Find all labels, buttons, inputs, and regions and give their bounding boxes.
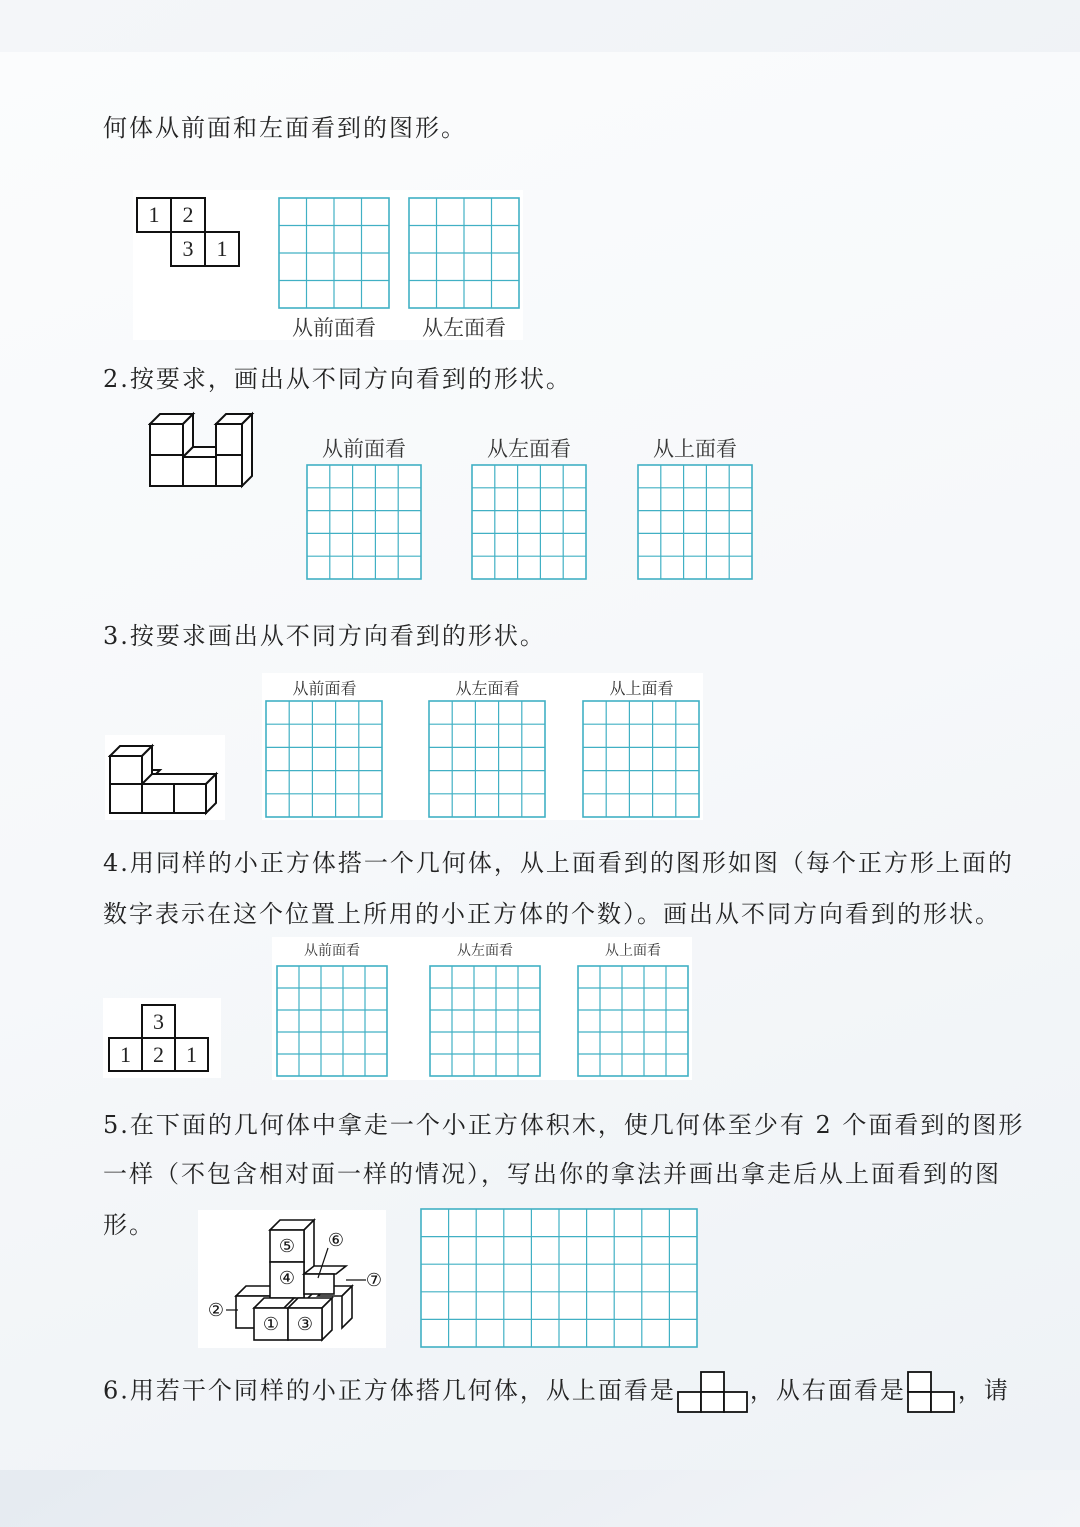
q5-text-line1: 5.在下面的几何体中拿走一个小正方体积木，使几何体至少有 2 个面看到的图形 bbox=[103, 1111, 1025, 1139]
q1-caption-left: 从左面看 bbox=[422, 316, 506, 340]
q4-cell: 3 bbox=[141, 1004, 176, 1039]
q6-text-c: ，请 bbox=[957, 1376, 1010, 1405]
q6-top-view-shape bbox=[676, 1370, 750, 1414]
q6-text-a: 6.用若干个同样的小正方体搭几何体，从上面看是 bbox=[103, 1376, 676, 1405]
q5-label-6: ⑥ bbox=[327, 1230, 345, 1251]
q4-top-grid[interactable] bbox=[577, 965, 689, 1077]
q1-cell: 3 bbox=[170, 231, 206, 267]
q2-caption-top: 从上面看 bbox=[653, 437, 737, 461]
q5-answer-grid[interactable] bbox=[420, 1208, 698, 1348]
q6-text bbox=[103, 1370, 1010, 1414]
q4-text-line2: 数字表示在这个位置上所用的小正方体的个数）。画出从不同方向看到的形状。 bbox=[103, 900, 1001, 928]
q4-caption-left: 从左面看 bbox=[457, 943, 513, 959]
q2-caption-front: 从前面看 bbox=[322, 437, 406, 461]
q2-top-grid[interactable] bbox=[637, 464, 753, 580]
q5-label-2: ② bbox=[207, 1300, 225, 1321]
q3-caption-top: 从上面看 bbox=[609, 679, 674, 698]
q2-caption-left: 从左面看 bbox=[487, 437, 571, 461]
q4-left-grid[interactable] bbox=[429, 965, 541, 1077]
q5-label-4: ④ bbox=[278, 1268, 296, 1289]
q3-front-grid[interactable] bbox=[265, 700, 383, 818]
q3-text: 3.按要求画出从不同方向看到的形状。 bbox=[103, 622, 546, 650]
q2-left-grid[interactable] bbox=[471, 464, 587, 580]
q1-cell: 1 bbox=[136, 197, 172, 233]
q1-caption-front: 从前面看 bbox=[292, 316, 376, 340]
q3-top-grid[interactable] bbox=[582, 700, 700, 818]
q2-front-grid[interactable] bbox=[306, 464, 422, 580]
q3-solid-figure bbox=[108, 742, 222, 816]
q3-caption-front: 从前面看 bbox=[292, 679, 357, 698]
q5-text-line3: 形。 bbox=[103, 1211, 155, 1239]
q4-cell: 1 bbox=[174, 1037, 209, 1072]
q4-text-line1: 4.用同样的小正方体搭一个几何体，从上面看到的图形如图（每个正方形上面的 bbox=[103, 849, 1014, 877]
q3-caption-left: 从左面看 bbox=[455, 679, 520, 698]
q2-solid-figure bbox=[148, 410, 258, 490]
q2-text: 2.按要求，画出从不同方向看到的形状。 bbox=[103, 365, 572, 393]
q4-caption-top: 从上面看 bbox=[605, 943, 661, 959]
q4-caption-front: 从前面看 bbox=[304, 943, 360, 959]
q6-right-view-shape bbox=[906, 1370, 958, 1414]
q5-label-5: ⑤ bbox=[278, 1236, 296, 1257]
q5-text-line2: 一样（不包含相对面一样的情况），写出你的拿法并画出拿走后从上面看到的图 bbox=[103, 1160, 1001, 1188]
q4-front-grid[interactable] bbox=[276, 965, 388, 1077]
q5-label-1: ① bbox=[262, 1314, 280, 1335]
q1-cell: 2 bbox=[170, 197, 206, 233]
intro-text: 何体从前面和左面看到的图形。 bbox=[103, 114, 467, 142]
q3-left-grid[interactable] bbox=[428, 700, 546, 818]
q1-front-grid[interactable] bbox=[278, 197, 390, 309]
q4-cell: 2 bbox=[141, 1037, 176, 1072]
q5-label-3: ③ bbox=[296, 1314, 314, 1335]
q1-cell: 1 bbox=[204, 231, 240, 267]
q5-label-7: ⑦ bbox=[365, 1270, 383, 1291]
q1-left-grid[interactable] bbox=[408, 197, 520, 309]
q5-solid-figure bbox=[200, 1212, 386, 1348]
q4-cell: 1 bbox=[108, 1037, 143, 1072]
q6-text-b: ，从右面看是 bbox=[749, 1376, 906, 1405]
